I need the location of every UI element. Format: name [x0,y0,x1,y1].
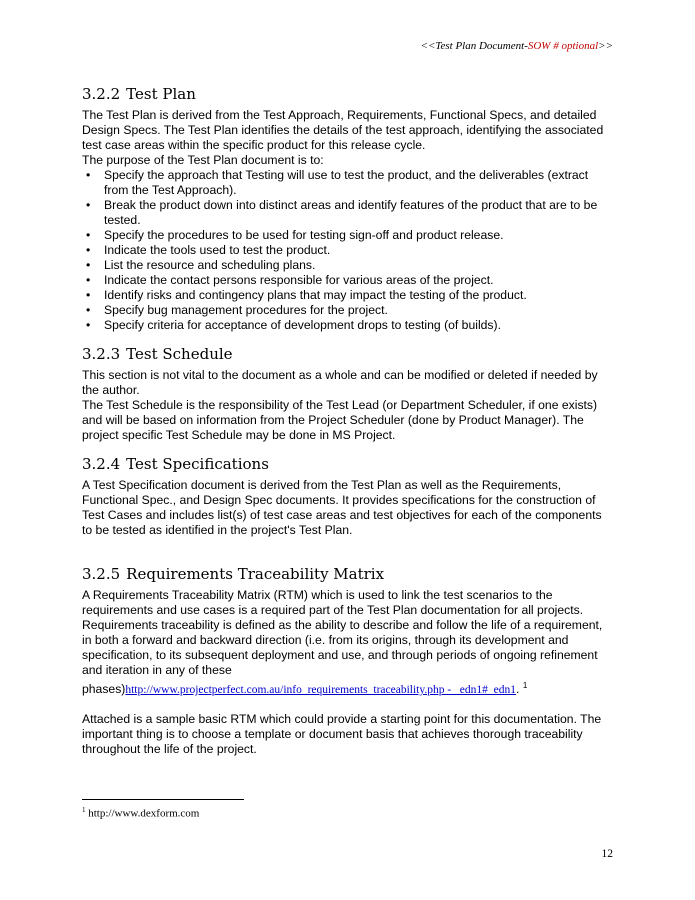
footnote-number: 1 [82,806,86,814]
section-number: 3.2.3 [82,345,121,363]
list-item: • Specify the approach that Testing will use to test the product, and the deliverables (extract from the Test Approach). [82,168,615,198]
header-suffix: >> [598,40,613,52]
list-item: • Specify bug management procedures for the project. [82,303,615,318]
test-specifications-paragraph: A Test Specification document is derived from the Test Plan as well as the Requirements, Functional Spec., and Design Spec documents. It provides specifications for the construction of Test Cases and includes list(s) of test case areas and test objectives for each of the components to be tested as identified in the project's Test Plan. [82,478,602,537]
rtm-phases-text: phases) [82,682,126,697]
list-item: • Indicate the tools used to test the product. [82,243,615,258]
footnote [82,806,199,820]
footnote-reference[interactable]: 1 [522,681,528,690]
rtm-paragraph-text: A Requirements Traceability Matrix (RTM) which is used to link the test scenarios to the requirements and use cases is a required part of the Test Plan documentation for all projects. Requirements traceability is defined as the ability to describe and follow the life of a requirement, in both a forward and backward direction (i.e. from its origins, through its development and specification, to its subsequent deployment and use, and through periods of ongoing refinement and iteration in any of these [82,588,603,677]
test-plan-paragraph: The Test Plan is derived from the Test Approach, Requirements, Functional Specs, and detailed Design Specs. The Test Plan identifies the details of the test approach, identifying the associated test case areas within the specific product for this release cycle. [82,108,604,152]
rtm-paragraph-1 [82,588,615,698]
rtm-link-period: . [516,682,520,697]
list-item: • Break the product down into distinct areas and identify features of the product that are to be tested. [82,198,615,228]
section-heading-rtm [82,564,615,584]
section-title: Test Plan [126,85,196,103]
section-title: Test Schedule [126,345,233,363]
list-item: • Identify risks and contingency plans that may impact the testing of the product. [82,288,615,303]
section-title: Requirements Traceability Matrix [126,565,385,583]
footnote-text: http://www.dexform.com [88,807,200,820]
test-plan-bullet-list [82,168,615,333]
list-item: • Specify the procedures to be used for testing sign-off and product release. [82,228,615,243]
footnote-divider [82,799,244,800]
section-heading-test-schedule [82,344,615,364]
section-number: 3.2.5 [82,565,121,583]
test-schedule-paragraph-2: The Test Schedule is the responsibility of the Test Lead (or Department Scheduler, if one exists) and will be based on information from the Project Scheduler (done by Product Manager). The project specific Test Schedule may be done in MS Project. [82,398,598,442]
list-item: • List the resource and scheduling plans. [82,258,615,273]
list-item: • Indicate the contact persons responsible for various areas of the project. [82,273,615,288]
page-number: 12 [601,848,613,860]
running-header [421,40,613,52]
section-number: 3.2.2 [82,85,121,103]
rtm-paragraph-2: Attached is a sample basic RTM which could provide a starting point for this documentation. The important thing is to choose a template or document basis that achieves thorough traceability throughout the life of the project. [82,712,602,757]
test-schedule-paragraph-1: This section is not vital to the document as a whole and can be modified or deleted if needed by the author. [82,368,598,397]
section-number: 3.2.4 [82,455,121,473]
section-title: Test Specifications [126,455,269,473]
page-content [82,84,615,757]
list-item: • Specify criteria for acceptance of development drops to testing (of builds). [82,318,615,333]
header-sow: SOW # optional [527,40,599,52]
test-plan-purpose: The purpose of the Test Plan document is to: [82,153,324,167]
section-heading-test-specifications [82,454,615,474]
rtm-reference-link[interactable]: http://www.projectperfect.com.au/info_requirements_traceability.php - _edn1#_edn1 [125,684,517,697]
header-prefix: <<Test Plan Document- [420,40,528,52]
section-heading-test-plan [82,84,615,104]
